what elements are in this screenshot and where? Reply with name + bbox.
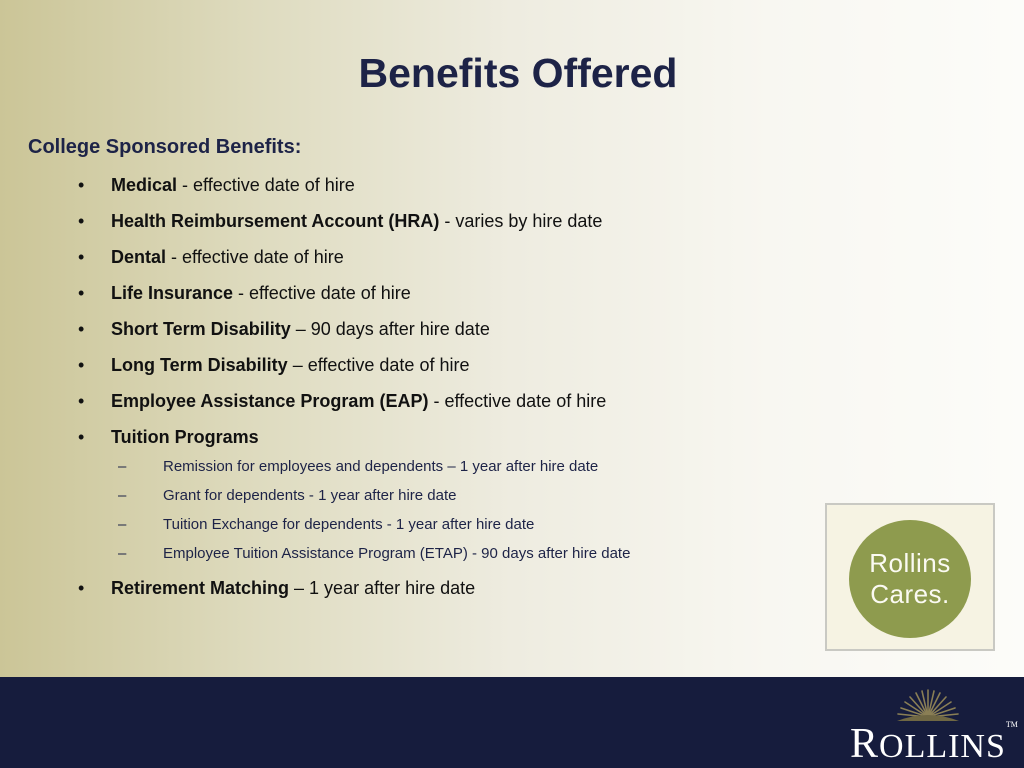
bullet-icon: • (78, 283, 85, 303)
bullet-icon: • (78, 355, 85, 375)
benefit-name: Dental (111, 247, 167, 267)
tuition-item-text: Grant for dependents - 1 year after hire date (163, 487, 457, 504)
benefit-detail: – 1 year after hire date (289, 578, 476, 598)
benefit-detail: – 90 days after hire date (290, 319, 490, 339)
benefit-name: Health Reimbursement Account (HRA) (111, 211, 440, 231)
benefit-detail: – effective date of hire (287, 355, 470, 375)
benefit-name: Retirement Matching (111, 578, 290, 598)
bullet-icon: • (78, 391, 85, 411)
benefit-detail: - effective date of hire (428, 391, 607, 411)
dash-icon: – (118, 516, 127, 533)
rollins-cares-logo (825, 503, 995, 651)
logo-circle (849, 520, 971, 638)
benefit-detail: - varies by hire date (439, 211, 603, 231)
benefit-name: Long Term Disability (111, 355, 288, 375)
slide-title: Benefits Offered (358, 50, 678, 96)
dash-icon: – (118, 545, 127, 562)
benefit-name: Medical (111, 175, 178, 195)
tuition-item-text: Tuition Exchange for dependents - 1 year after hire date (163, 516, 535, 533)
bullet-icon: • (78, 175, 85, 195)
bullet-icon: • (78, 319, 85, 339)
tuition-item-text: Employee Tuition Assistance Program (ETAP) - 90 days after hire date (163, 545, 631, 562)
benefit-name: Tuition Programs (111, 427, 259, 447)
bullet-icon: • (78, 247, 85, 267)
benefit-name: Life Insurance (111, 283, 234, 303)
benefit-detail: - effective date of hire (233, 283, 411, 303)
benefit-name: Short Term Disability (111, 319, 291, 339)
wordmark-initial: R (850, 721, 880, 767)
bullet-icon: • (78, 211, 85, 231)
dash-icon: – (118, 458, 127, 475)
dash-icon: – (118, 487, 127, 504)
logo-line-2: Cares. (870, 579, 950, 609)
trademark-mark: TM (1005, 720, 1018, 729)
logo-line-1: Rollins (869, 548, 951, 578)
rollins-wordmark (850, 720, 1018, 768)
benefit-detail: - effective date of hire (177, 175, 355, 195)
benefit-name: Employee Assistance Program (EAP) (111, 391, 429, 411)
wordmark-rest: OLLINS (879, 728, 1006, 765)
bullet-icon: • (78, 578, 85, 598)
benefit-detail: - effective date of hire (166, 247, 344, 267)
section-heading: College Sponsored Benefits: (28, 136, 302, 158)
footer-bar (0, 677, 1024, 768)
tuition-item-text: Remission for employees and dependents – 1 year after hire date (163, 458, 599, 475)
bullet-icon: • (78, 427, 85, 447)
sunburst-icon (893, 687, 963, 723)
